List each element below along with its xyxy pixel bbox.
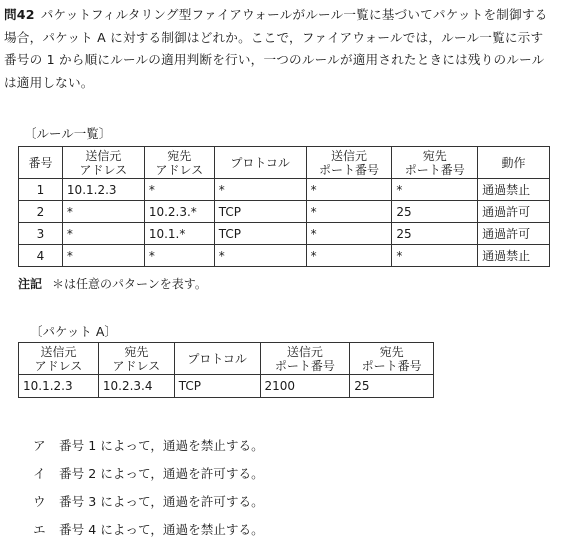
packet-protocol: TCP — [174, 375, 260, 398]
rule-src-address: * — [62, 245, 144, 267]
col-header-src-address — [62, 147, 144, 179]
rule-number: 2 — [19, 201, 63, 223]
header-line: 宛先 アドレス — [112, 344, 161, 373]
rule-action: 通過許可 — [478, 201, 550, 223]
rule-src-address: 10.1.2.3 — [62, 179, 144, 201]
rule-number: 1 — [19, 179, 63, 201]
question-text: パケットフィルタリング型ファイアウォールがルール一覧に基づいてパケットを制御する場合，パケット A に対する制御はどれか。ここで，ファイアウォールでは，ルール一覧に示す番号の 1 から順にルールの適用判断を行い，一つのルールが適用されたときには残りのルールは適用しない。 — [4, 7, 548, 90]
rule-src-port: * — [306, 179, 392, 201]
packet-header-dst-address — [98, 343, 174, 375]
rule-number: 4 — [19, 245, 63, 267]
rules-header-row — [19, 147, 550, 179]
rule-dst-port: 25 — [392, 201, 478, 223]
col-header-action: 動作 — [478, 147, 550, 179]
table-row — [19, 223, 550, 245]
choice-text: 番号 1 によって，通過を禁止する。 — [59, 438, 264, 453]
packet-src-port: 2100 — [260, 375, 350, 398]
rule-dst-port: * — [392, 179, 478, 201]
choice-mark: ア — [33, 438, 46, 453]
rule-dst-port: 25 — [392, 223, 478, 245]
packet-header-protocol: プロトコル — [174, 343, 260, 375]
rule-dst-address: * — [144, 245, 214, 267]
header-line: 宛先 ポート番号 — [361, 344, 422, 373]
packet-header-dst-port — [350, 343, 434, 375]
rule-number: 3 — [19, 223, 63, 245]
rule-dst-address: 10.2.3.* — [144, 201, 214, 223]
rules-note — [18, 275, 207, 292]
question-number: 問42 — [4, 7, 35, 22]
choice-u[interactable] — [33, 488, 264, 516]
packet-src-address: 10.1.2.3 — [19, 375, 99, 398]
question — [4, 4, 556, 94]
packet-table — [18, 342, 434, 398]
choice-e[interactable] — [33, 516, 264, 544]
rules-label: 〔ルール一覧〕 — [24, 126, 112, 141]
header-line: 送信元 アドレス — [34, 344, 83, 373]
header-line: 送信元 ポート番号 — [318, 148, 379, 177]
rule-protocol: * — [214, 245, 306, 267]
choice-mark: エ — [33, 522, 46, 537]
col-header-dst-address — [144, 147, 214, 179]
rule-protocol: TCP — [214, 223, 306, 245]
col-header-number: 番号 — [19, 147, 63, 179]
rule-src-address: * — [62, 201, 144, 223]
table-row — [19, 179, 550, 201]
choice-text: 番号 2 によって，通過を許可する。 — [59, 466, 264, 481]
rule-action: 通過禁止 — [478, 179, 550, 201]
rule-dst-port: * — [392, 245, 478, 267]
rule-src-port: * — [306, 201, 392, 223]
packet-dst-port: 25 — [350, 375, 434, 398]
choice-text: 番号 3 によって，通過を許可する。 — [59, 494, 264, 509]
table-row — [19, 201, 550, 223]
choice-a[interactable] — [33, 432, 264, 460]
packet-label: 〔パケット A〕 — [30, 324, 117, 339]
choice-text: 番号 4 によって，通過を禁止する。 — [59, 522, 264, 537]
choice-i[interactable] — [33, 460, 264, 488]
rule-action: 通過禁止 — [478, 245, 550, 267]
rule-src-port: * — [306, 245, 392, 267]
col-header-src-port — [306, 147, 392, 179]
packet-header-row — [19, 343, 434, 375]
note-text: ＊は任意のパターンを表す。 — [52, 277, 207, 291]
table-row — [19, 375, 434, 398]
header-line: 送信元 ポート番号 — [274, 344, 335, 373]
header-line: 宛先 ポート番号 — [404, 148, 465, 177]
rule-action: 通過許可 — [478, 223, 550, 245]
header-line: 送信元 アドレス — [79, 148, 128, 177]
choice-mark: イ — [33, 466, 46, 481]
col-header-protocol: プロトコル — [214, 147, 306, 179]
col-header-dst-port — [392, 147, 478, 179]
rule-dst-address: 10.1.* — [144, 223, 214, 245]
answer-choices — [33, 432, 264, 544]
rule-dst-address: * — [144, 179, 214, 201]
packet-header-src-address — [19, 343, 99, 375]
rule-src-address: * — [62, 223, 144, 245]
packet-dst-address: 10.2.3.4 — [98, 375, 174, 398]
rules-table — [18, 146, 550, 267]
header-line: 宛先 アドレス — [155, 148, 204, 177]
note-label: 注記 — [18, 277, 43, 291]
packet-header-src-port — [260, 343, 350, 375]
rule-protocol: * — [214, 179, 306, 201]
table-row — [19, 245, 550, 267]
rule-protocol: TCP — [214, 201, 306, 223]
choice-mark: ウ — [33, 494, 46, 509]
rule-src-port: * — [306, 223, 392, 245]
